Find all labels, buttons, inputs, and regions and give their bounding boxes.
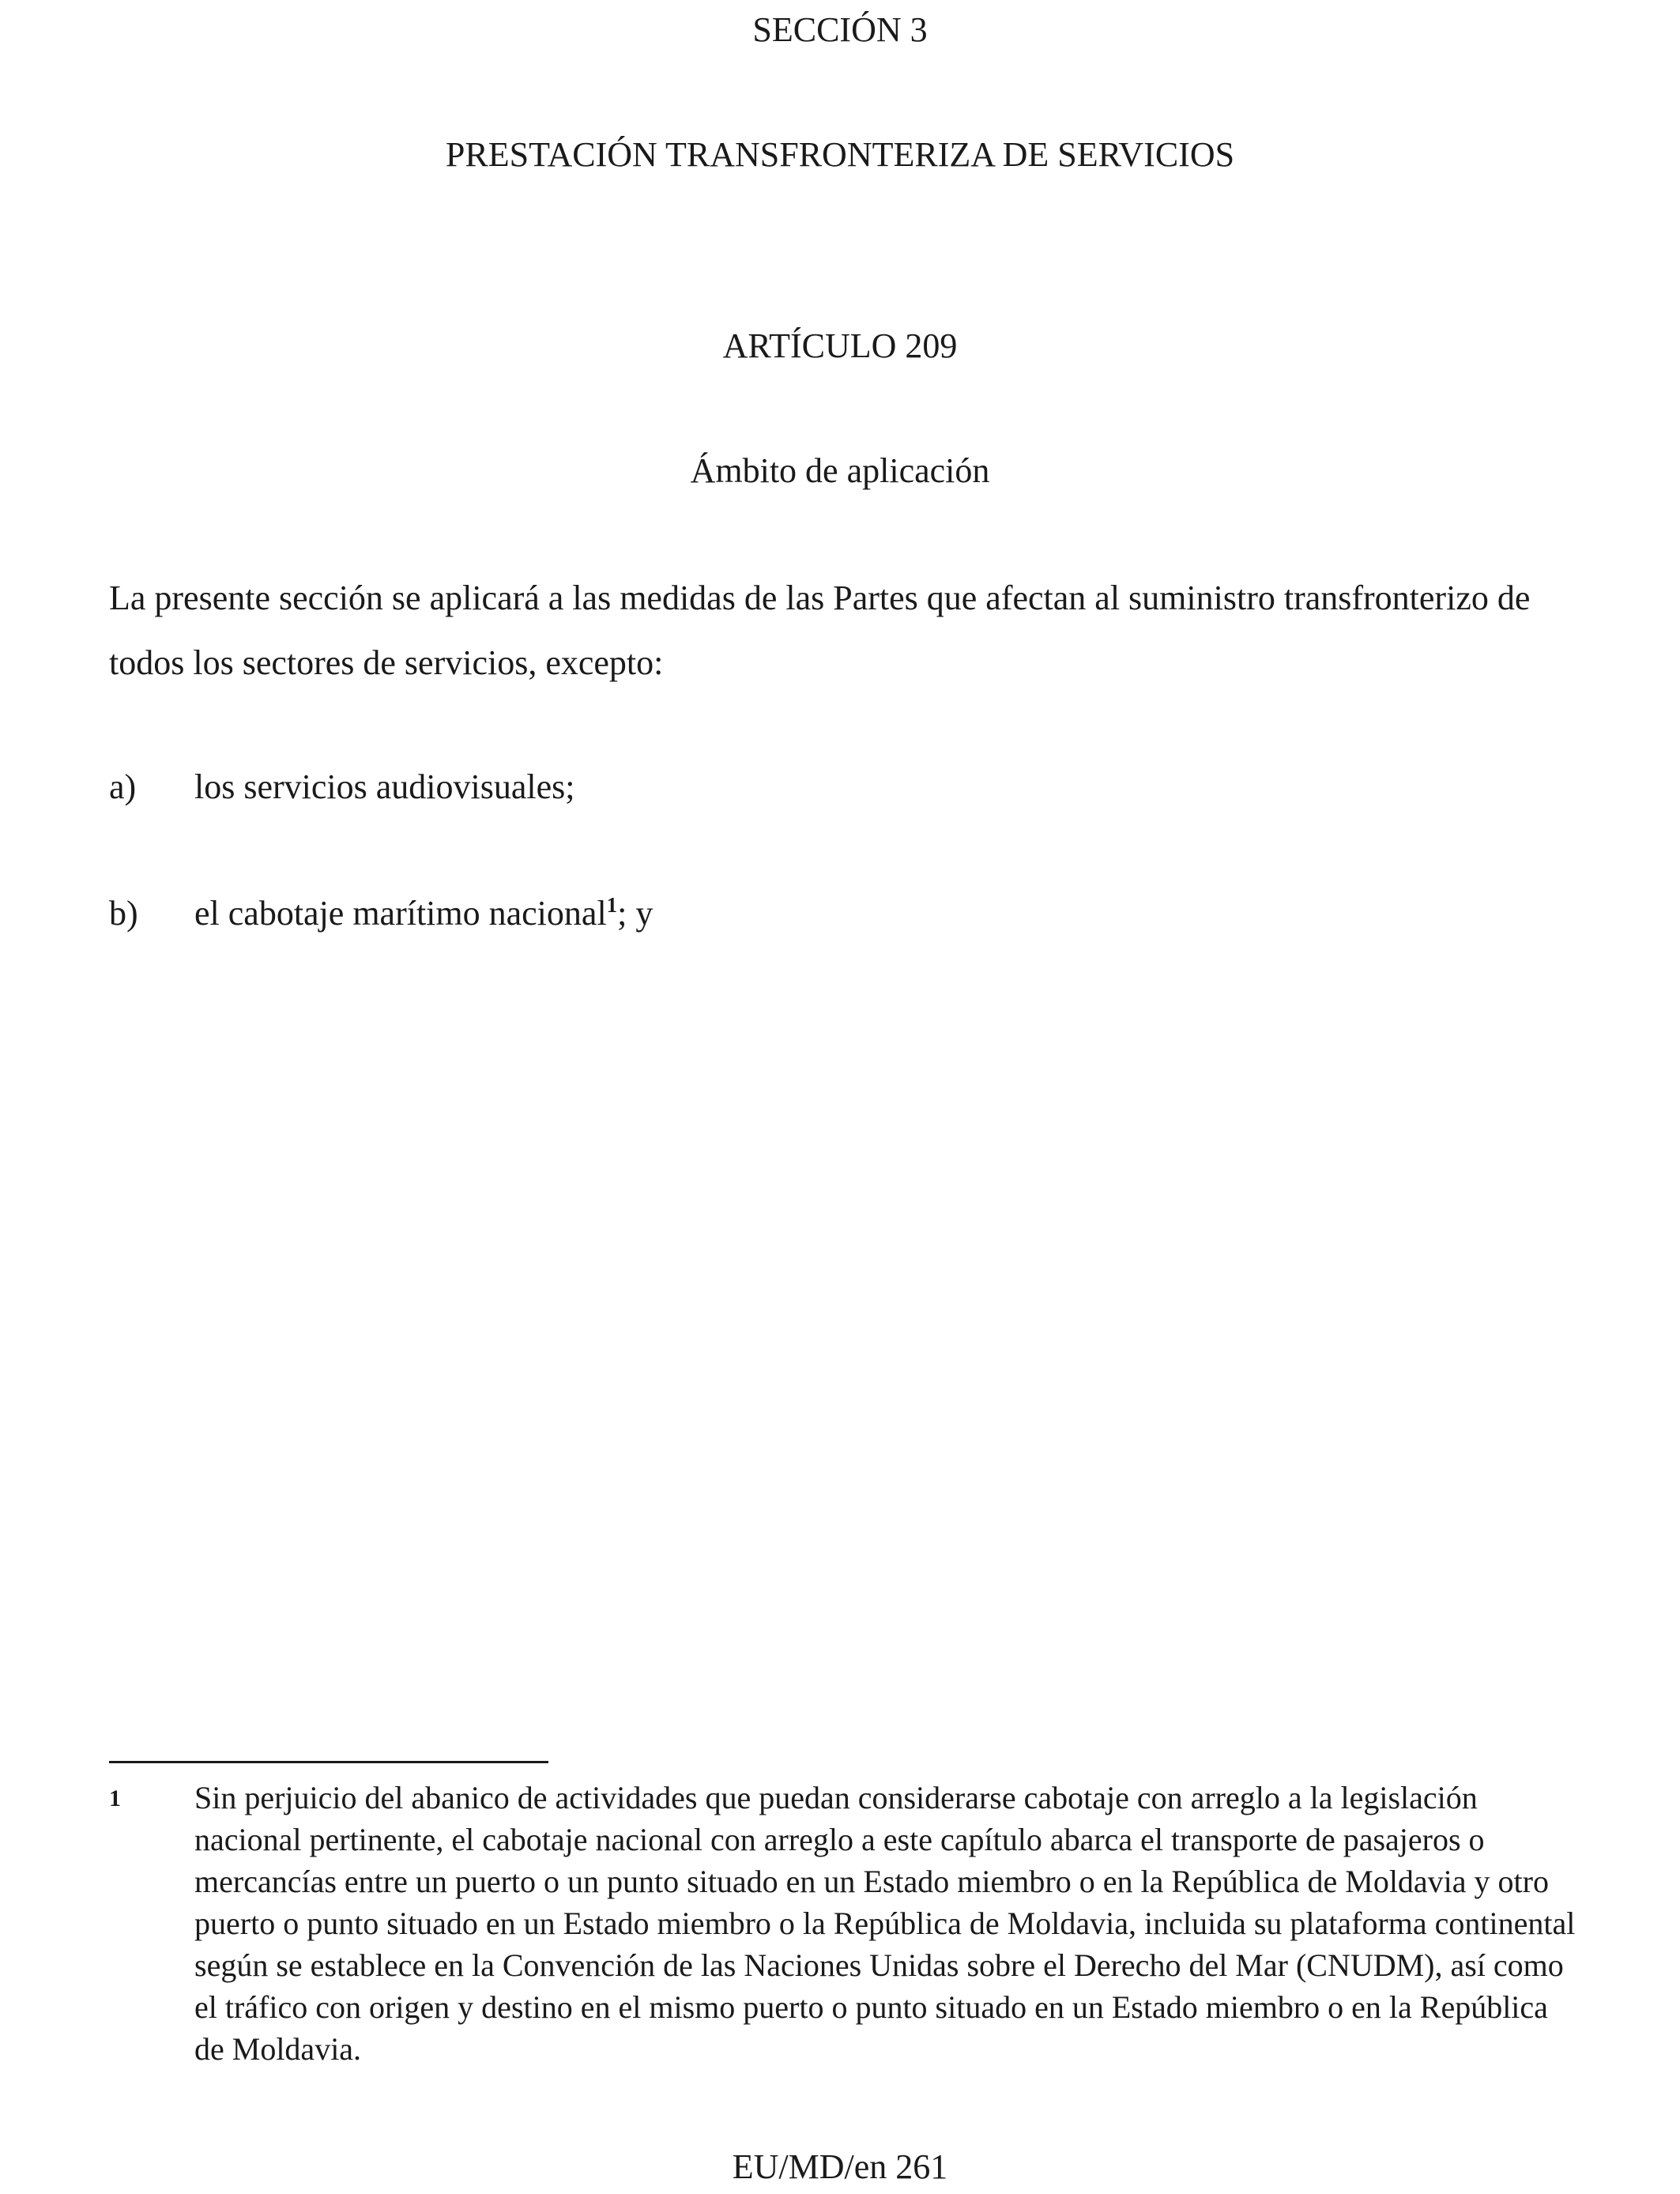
article-intro: La presente sección se aplicará a las medidas de las Partes que afectan al suministro transfronterizo de todos los sectores de servicios, excepto: xyxy=(109,579,1531,682)
list-item-label: a) xyxy=(109,767,137,806)
section-label: SECCIÓN 3 xyxy=(752,10,928,49)
list-item-text: los servicios audiovisuales; xyxy=(194,767,575,806)
page-footer-reference: EU/MD/en 261 xyxy=(732,2147,948,2186)
footnote-reference[interactable]: 1 xyxy=(606,893,618,917)
list-item-label: b) xyxy=(109,894,138,933)
list-item-text: el cabotaje marítimo nacional xyxy=(194,894,607,933)
footnote-text: Sin perjuicio del abanico de actividades que puedan considerarse cabotaje con arreglo a la legislación nacional pertinente, el cabotaje nacional con arreglo a este capítulo abarca el transporte de pasajeros o mercancías entre un puerto o un punto situado en un Estado miembro o en la República de Moldavia y otro puerto o punto situado en un Estado miembro o la República de Moldavia, incluida su plataforma continental según se establece en la Convención de las Naciones Unidas sobre el Derecho del Mar (CNUDM), así como el tráfico con origen y destino en el mismo puerto o punto situado en un Estado miembro o en la República de Moldavia. xyxy=(194,1780,1576,2067)
footnote-separator xyxy=(109,1761,548,1763)
article-number: ARTÍCULO 209 xyxy=(722,326,958,365)
section-title: PRESTACIÓN TRANSFRONTERIZA DE SERVICIOS xyxy=(445,135,1235,174)
footnote-marker: 1 xyxy=(109,1785,121,1811)
list-item-suffix: ; y xyxy=(617,894,654,933)
list-item-text-wrapper xyxy=(194,890,653,937)
article-heading: Ámbito de aplicación xyxy=(690,451,990,490)
